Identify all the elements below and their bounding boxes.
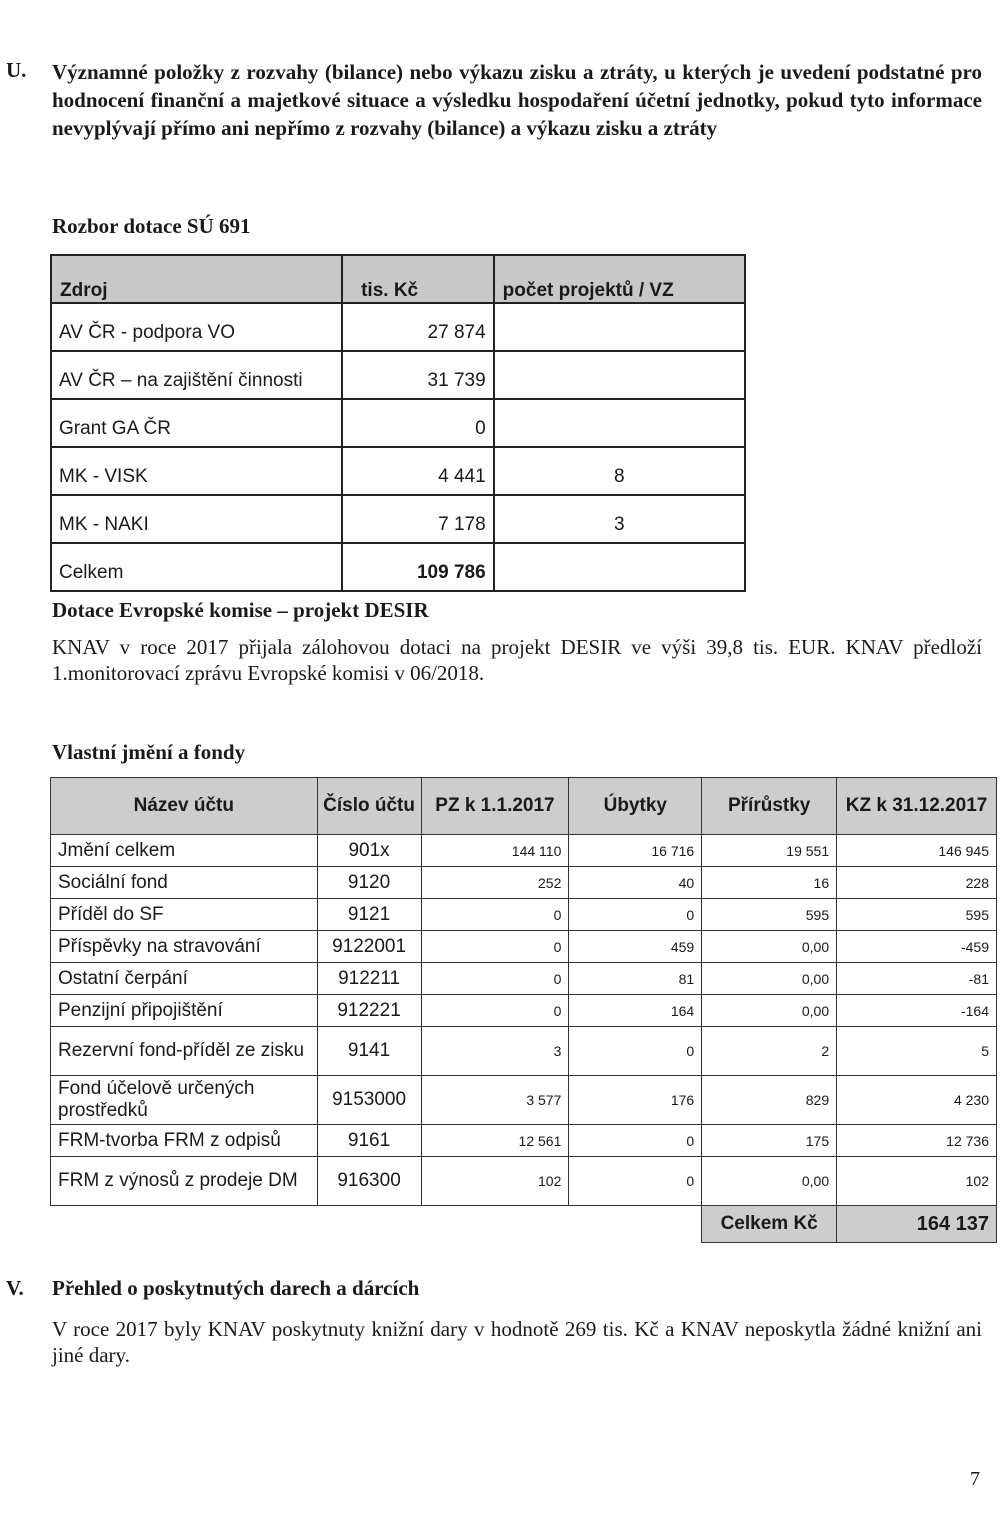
jmeni-ubytky: 40: [569, 867, 702, 899]
dotace-zdroj: Celkem: [51, 543, 342, 591]
jmeni-pz: 0: [421, 899, 569, 931]
table-row: [51, 351, 745, 399]
jmeni-total-label: Celkem Kč: [702, 1206, 837, 1243]
dotace-zdroj: AV ČR – na zajištění činnosti: [51, 351, 342, 399]
jmeni-nazev: Penzijní připojištění: [51, 995, 318, 1027]
jmeni-kz: 4 230: [837, 1076, 997, 1125]
section-v-text: V roce 2017 byly KNAV poskytnuty knižní dary v hodnotě 269 tis. Kč a KNAV neposkytla žádné knižní ani jiné dary.: [52, 1317, 982, 1367]
jmeni-prirustky: 829: [702, 1076, 837, 1125]
jmeni-ubytky: 0: [569, 1027, 702, 1076]
dotace-zdroj: AV ČR - podpora VO: [51, 303, 342, 351]
jmeni-cislo: 9121: [317, 899, 421, 931]
jmeni-cislo: 912211: [317, 963, 421, 995]
jmeni-ubytky: 0: [569, 1157, 702, 1206]
table-row-total: [51, 543, 745, 591]
jmeni-nazev: Příspěvky na stravování: [51, 931, 318, 963]
jmeni-col-pz: PZ k 1.1.2017: [421, 778, 569, 835]
dotace-pocet: [494, 351, 745, 399]
jmeni-cislo: 9161: [317, 1125, 421, 1157]
dotace-zdroj: MK - NAKI: [51, 495, 342, 543]
dotace-pocet: [494, 303, 745, 351]
dotace-tis: 4 441: [342, 447, 494, 495]
table-row: [51, 963, 997, 995]
jmeni-prirustky: 0,00: [702, 995, 837, 1027]
jmeni-kz: -164: [837, 995, 997, 1027]
table-row: [51, 1157, 997, 1206]
jmeni-col-kz: KZ k 31.12.2017: [837, 778, 997, 835]
dotace-tis: 31 739: [342, 351, 494, 399]
jmeni-nazev: FRM z výnosů z prodeje DM: [51, 1157, 318, 1206]
jmeni-col-nazev: Název účtu: [51, 778, 318, 835]
dotace-tis-total: 109 786: [342, 543, 494, 591]
dotace-zdroj: Grant GA ČR: [51, 399, 342, 447]
jmeni-cislo: 9120: [317, 867, 421, 899]
dotace-header-row: [51, 255, 745, 303]
jmeni-cislo: 9153000: [317, 1076, 421, 1125]
jmeni-prirustky: 0,00: [702, 931, 837, 963]
jmeni-total-row: [51, 1206, 997, 1243]
jmeni-prirustky: 175: [702, 1125, 837, 1157]
jmeni-col-prirustky: Přírůstky: [702, 778, 837, 835]
jmeni-col-ubytky: Úbytky: [569, 778, 702, 835]
jmeni-pz: 3: [421, 1027, 569, 1076]
table-row: [51, 303, 745, 351]
dotace-heading: Rozbor dotace SÚ 691: [52, 214, 251, 238]
jmeni-prirustky: 0,00: [702, 1157, 837, 1206]
jmeni-cislo: 9122001: [317, 931, 421, 963]
dotace-tis: 7 178: [342, 495, 494, 543]
table-row: [51, 447, 745, 495]
jmeni-pz: 0: [421, 931, 569, 963]
jmeni-kz: 595: [837, 899, 997, 931]
jmeni-kz: 228: [837, 867, 997, 899]
section-v-letter: V.: [6, 1276, 24, 1300]
dotace-zdroj: MK - VISK: [51, 447, 342, 495]
table-row: [51, 931, 997, 963]
jmeni-ubytky: 0: [569, 1125, 702, 1157]
jmeni-prirustky: 16: [702, 867, 837, 899]
table-row: [51, 995, 997, 1027]
jmeni-nazev: Příděl do SF: [51, 899, 318, 931]
page-number: 7: [970, 1468, 980, 1490]
jmeni-pz: 144 110: [421, 835, 569, 867]
jmeni-cislo: 916300: [317, 1157, 421, 1206]
table-row: [51, 399, 745, 447]
dotace-col-pocet: počet projektů / VZ: [494, 255, 745, 303]
jmeni-prirustky: 19 551: [702, 835, 837, 867]
jmeni-nazev: Jmění celkem: [51, 835, 318, 867]
table-row: [51, 899, 997, 931]
jmeni-kz: 102: [837, 1157, 997, 1206]
jmeni-ubytky: 164: [569, 995, 702, 1027]
table-row: [51, 867, 997, 899]
jmeni-kz: 12 736: [837, 1125, 997, 1157]
jmeni-header-row: [51, 778, 997, 835]
jmeni-pz: 252: [421, 867, 569, 899]
jmeni-total-value: 164 137: [837, 1206, 997, 1243]
jmeni-ubytky: 176: [569, 1076, 702, 1125]
jmeni-kz: -81: [837, 963, 997, 995]
dotace-pocet: [494, 399, 745, 447]
dotace-pocet: 3: [494, 495, 745, 543]
section-u-letter: U.: [6, 58, 27, 82]
jmeni-ubytky: 16 716: [569, 835, 702, 867]
jmeni-total-spacer: [51, 1206, 702, 1243]
table-row: [51, 835, 997, 867]
jmeni-nazev: FRM-tvorba FRM z odpisů: [51, 1125, 318, 1157]
dotace-tis: 27 874: [342, 303, 494, 351]
section-u-heading: Významné položky z rozvahy (bilance) nebo výkazu zisku a ztráty, u kterých je uvedení podstatné pro hodnocení finanční a majetkové situace a výsledku hospodaření účetní jednotky, pokud tyto informace nevyplývají přímo ani nepřímo z rozvahy (bilance) a výkazu zisku a ztráty: [52, 60, 982, 140]
jmeni-nazev: Rezervní fond-příděl ze zisku: [51, 1027, 318, 1076]
jmeni-ubytky: 459: [569, 931, 702, 963]
jmeni-nazev: Sociální fond: [51, 867, 318, 899]
jmeni-kz: 146 945: [837, 835, 997, 867]
desir-heading: Dotace Evropské komise – projekt DESIR: [52, 598, 429, 622]
jmeni-col-cislo: Číslo účtu: [317, 778, 421, 835]
dotace-col-zdroj: Zdroj: [51, 255, 342, 303]
desir-text: KNAV v roce 2017 přijala zálohovou dotaci na projekt DESIR ve výši 39,8 tis. EUR. KNAV předloží 1.monitorovací zprávu Evropské komisi v 06/2018.: [52, 635, 982, 685]
jmeni-pz: 12 561: [421, 1125, 569, 1157]
jmeni-ubytky: 0: [569, 899, 702, 931]
jmeni-pz: 3 577: [421, 1076, 569, 1125]
table-row: [51, 1027, 997, 1076]
jmeni-heading: Vlastní jmění a fondy: [52, 740, 246, 764]
dotace-table: [50, 254, 746, 592]
dotace-pocet: [494, 543, 745, 591]
dotace-tis: 0: [342, 399, 494, 447]
jmeni-kz: 5: [837, 1027, 997, 1076]
jmeni-prirustky: 0,00: [702, 963, 837, 995]
dotace-pocet: 8: [494, 447, 745, 495]
jmeni-pz: 102: [421, 1157, 569, 1206]
jmeni-table: [50, 777, 997, 1243]
table-row: [51, 1125, 997, 1157]
jmeni-prirustky: 2: [702, 1027, 837, 1076]
jmeni-cislo: 9141: [317, 1027, 421, 1076]
jmeni-nazev: Ostatní čerpání: [51, 963, 318, 995]
dotace-col-tis: tis. Kč: [342, 255, 494, 303]
jmeni-pz: 0: [421, 995, 569, 1027]
table-row: [51, 1076, 997, 1125]
table-row: [51, 495, 745, 543]
section-v-heading: Přehled o poskytnutých darech a dárcích: [52, 1276, 420, 1300]
jmeni-cislo: 901x: [317, 835, 421, 867]
jmeni-ubytky: 81: [569, 963, 702, 995]
jmeni-prirustky: 595: [702, 899, 837, 931]
jmeni-kz: -459: [837, 931, 997, 963]
jmeni-cislo: 912221: [317, 995, 421, 1027]
jmeni-pz: 0: [421, 963, 569, 995]
jmeni-nazev: Fond účelově určených prostředků: [51, 1076, 318, 1125]
